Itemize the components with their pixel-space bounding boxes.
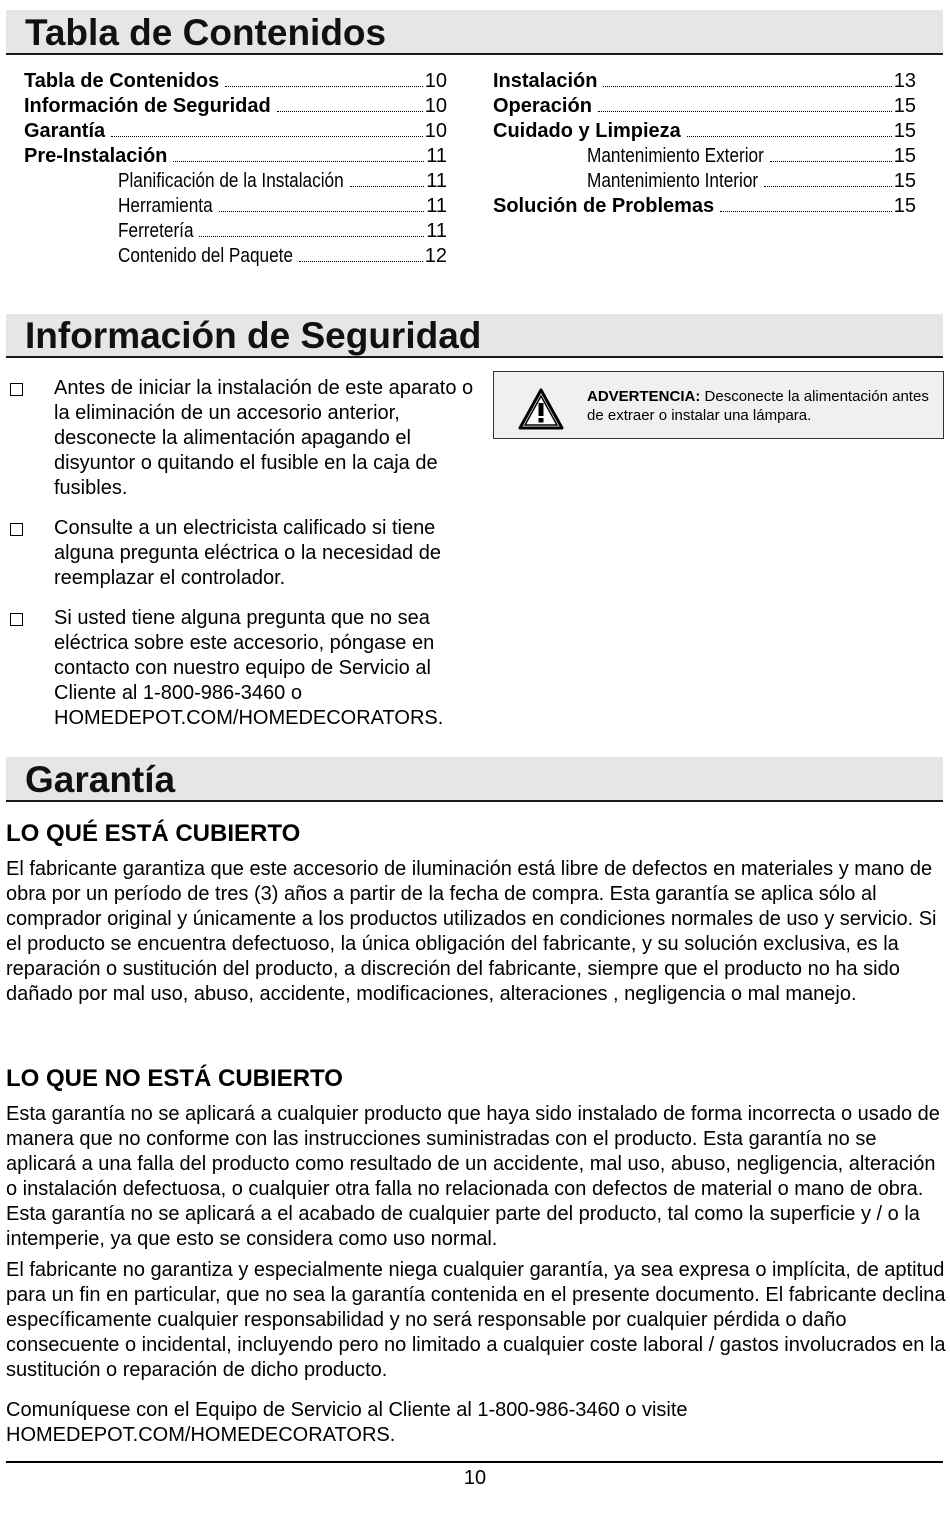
safety-bullet-list [8, 376, 478, 746]
toc-entry-label: Mantenimiento Exterior [587, 145, 764, 167]
warranty-header-band [6, 757, 943, 802]
toc-entry-page: 13 [893, 70, 916, 92]
toc-entry-page: 10 [424, 120, 447, 142]
warning-text [587, 387, 932, 425]
covered-text: El fabricante garantiza que este accesorio de iluminación está libre de defectos en materiales y mano de obra por un período de tres (3) años a partir de la fecha de compra. Esta garantía se aplica sólo al comprador original y únicamente a los productos utilizados en condiciones normales de uso y servicio. Si el producto se encuentra defectuoso, la única obligación del fabricante, y su solución exclusiva, es la reparación o sustitución del producto, a discreción del fabricante, siempre que el producto no ha sido dañado por mal uso, abuso, accidente, modificaciones, alteraciones , negligencia o mal manejo. [6, 858, 937, 1005]
safety-bullet [8, 376, 478, 501]
toc-entry-page: 11 [426, 195, 447, 217]
toc-leader-dots [299, 246, 423, 262]
toc-entry[interactable] [493, 119, 916, 144]
toc-leader-dots [111, 121, 423, 137]
toc-entry[interactable] [493, 144, 916, 169]
safety-bullet-text: Consulte a un electricista calificado si tiene alguna pregunta eléctrica o la necesidad de reemplazar el controlador. [54, 517, 441, 589]
toc-entry-page: 11 [426, 145, 447, 167]
toc-entry-label: Tabla de Contenidos [24, 70, 220, 92]
toc-entry-label: Ferretería [118, 220, 194, 242]
toc-entry-label: Instalación [493, 70, 598, 92]
toc-entry-label: Operación [493, 95, 592, 117]
toc-leader-dots [764, 171, 892, 187]
not-covered-heading: LO QUE NO ESTÁ CUBIERTO [6, 1065, 343, 1092]
safety-bullet [8, 606, 478, 731]
toc-entry-label: Solución de Problemas [493, 195, 715, 217]
toc-entry-page: 12 [424, 245, 447, 267]
toc-leader-dots [350, 171, 424, 187]
toc-entry-label: Planificación de la Instalación [118, 170, 344, 192]
toc-leader-dots [687, 121, 892, 137]
toc-entry-page: 15 [893, 145, 916, 167]
toc-entry-label: Contenido del Paquete [118, 245, 294, 267]
toc-entry-label: Herramienta [118, 195, 213, 217]
toc-leader-dots [277, 96, 423, 112]
warning-triangle-icon [518, 388, 564, 430]
toc-entry-label: Garantía [24, 120, 106, 142]
toc-entry[interactable] [24, 219, 447, 244]
warning-message: Desconecte la alimentación antes de extraer o instalar una lámpara. [587, 388, 929, 424]
toc-entry[interactable] [24, 169, 447, 194]
toc-entry[interactable] [24, 144, 447, 169]
toc-right-column [493, 69, 916, 219]
toc-entry-page: 11 [426, 170, 447, 192]
warranty-heading: Garantía [25, 759, 176, 800]
toc-entry-page: 15 [893, 195, 916, 217]
page-number: 10 [463, 1467, 487, 1489]
safety-header-band [6, 314, 943, 358]
toc-leader-dots [598, 96, 892, 112]
contact-line-1: Comuníquese con el Equipo de Servicio al Cliente al 1-800-986-3460 o visite [6, 1399, 688, 1421]
toc-entry[interactable] [24, 94, 447, 119]
toc-entry-page: 15 [893, 120, 916, 142]
toc-entry[interactable] [24, 194, 447, 219]
toc-leader-dots [225, 71, 423, 87]
checkbox-square-icon [10, 613, 23, 626]
warning-label: ADVERTENCIA: [587, 388, 701, 405]
contact-text [6, 1398, 946, 1448]
warning-box [493, 371, 944, 439]
toc-entry-page: 11 [426, 220, 447, 242]
toc-entry-page: 15 [893, 170, 916, 192]
toc-entry-label: Cuidado y Limpieza [493, 120, 681, 142]
toc-entry[interactable] [24, 69, 447, 94]
toc-leader-dots [199, 221, 424, 237]
contact-line-2: HOMEDEPOT.COM/HOMEDECORATORS. [6, 1424, 396, 1446]
toc-entry-page: 10 [424, 95, 447, 117]
toc-entry-label: Pre-Instalación [24, 145, 168, 167]
not-covered-text-2: El fabricante no garantiza y especialmente niega cualquier garantía, ya sea expresa o implícita, de aptitud para un fin en particular, que no sea la garantía contenida en el presente documento. El fabricante declina específicamente cualquier responsabilidad y no será responsable por cualquier pérdida o daño consecuente o incidental, incluyendo pero no limitado a cualquier coste laboral / gastos involucrados en la sustitución o reparación de dicho producto. [6, 1259, 946, 1381]
safety-heading: Información de Seguridad [25, 315, 482, 356]
toc-leader-dots [219, 196, 425, 212]
covered-heading: LO QUÉ ESTÁ CUBIERTO [6, 820, 301, 847]
toc-entry[interactable] [493, 69, 916, 94]
toc-left-column [24, 69, 447, 269]
toc-heading: Tabla de Contenidos [25, 12, 387, 53]
safety-bullet [8, 516, 478, 591]
checkbox-square-icon [10, 383, 23, 396]
toc-entry-page: 15 [893, 95, 916, 117]
checkbox-square-icon [10, 523, 23, 536]
not-covered-text-1: Esta garantía no se aplicará a cualquier producto que haya sido instalado de forma incorrecta o usado de manera que no conforme con las instrucciones suministradas con el producto. Esta garantía no se aplicará a una falla del producto como resultado de un accidente, mal uso, abuso, negligencia, alteración o instalación defectuosa, o cualquier otra falla no relacionada con defectos de material o mano de obra. Esta garantía no se aplicará a el acabado de cualquier parte del producto, tal como la superficie y / o la intemperie, ya que esto se considera como uso normal. [6, 1103, 940, 1250]
toc-entry[interactable] [493, 94, 916, 119]
toc-entry-label: Mantenimiento Interior [587, 170, 759, 192]
toc-leader-dots [603, 71, 891, 87]
toc-entry-label: Información de Seguridad [24, 95, 271, 117]
toc-leader-dots [720, 196, 892, 212]
toc-entry[interactable] [493, 169, 916, 194]
toc-leader-dots [770, 146, 892, 162]
safety-bullet-text: Si usted tiene alguna pregunta que no sea eléctrica sobre este accesorio, póngase en contacto con nuestro equipo de Servicio al Cliente al 1-800-986-3460 o HOMEDEPOT.COM/HOMEDECORATORS. [54, 607, 444, 729]
toc-header-band [6, 10, 943, 55]
toc-entry[interactable] [493, 194, 916, 219]
safety-bullet-text: Antes de iniciar la instalación de este aparato o la eliminación de un accesorio anterior, desconecte la alimentación apagando el disyuntor o quitando el fusible en la caja de fusibles. [54, 377, 474, 499]
toc-entry-page: 10 [424, 70, 447, 92]
toc-entry[interactable] [24, 244, 447, 269]
toc-leader-dots [173, 146, 424, 162]
footer-divider [6, 1461, 943, 1463]
toc-entry[interactable] [24, 119, 447, 144]
